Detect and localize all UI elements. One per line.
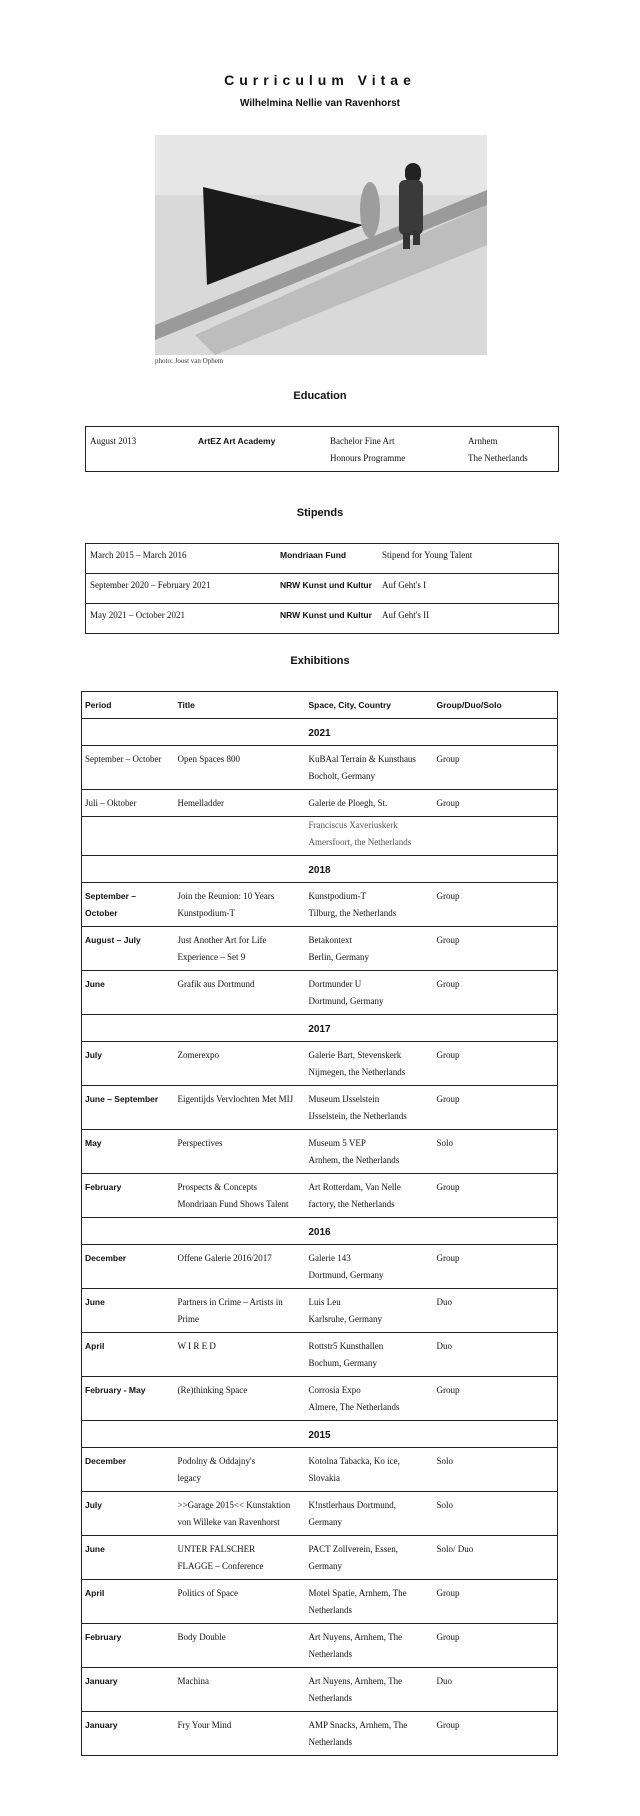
stipends-heading: Stipends	[296, 507, 344, 519]
table-row: February Prospects & Concepts Mondriaan Fund Shows Talent Art Rotterdam, Van Nelle factory, the Netherlands Group	[82, 1174, 558, 1218]
edu-date: August 2013	[90, 436, 137, 446]
table-row: September – October Join the Reunion: 10 Years Kunstpodium-T Kunstpodium-T Tilburg, the Netherlands Group	[82, 883, 558, 927]
photo-caption: photo: Joost van Ophem	[155, 357, 224, 365]
table-row: June Grafik aus Dortmund Dortmunder U Dortmund, Germany Group	[82, 971, 558, 1015]
table-row: January Fry Your Mind AMP Snacks, Arnhem, The Netherlands Group	[82, 1712, 558, 1756]
artist-photo	[155, 135, 487, 355]
artist-name: Wilhelmina Nellie van Ravenhorst	[240, 98, 400, 109]
table-row: February Body Double Art Nuyens, Arnhem, The Netherlands Group	[82, 1624, 558, 1668]
table-row: September – October Open Spaces 800 KuBAal Terrain & Kunsthaus Bocholt, Germany Group	[82, 746, 558, 790]
table-row: May 2021 – October 2021 NRW Kunst und Kultur Auf Geht's II	[86, 604, 559, 634]
table-row: September 2020 – February 2021 NRW Kunst und Kultur Auf Geht's I	[86, 574, 559, 604]
edu-school: ArtEZ Art Academy	[198, 436, 276, 446]
table-row: January Machina Art Nuyens, Arnhem, The Netherlands Duo	[82, 1668, 558, 1712]
education-heading: Education	[293, 390, 347, 402]
year-row: 2018	[82, 856, 558, 883]
table-row: February - May (Re)thinking Space Corrosia Expo Almere, The Netherlands Group	[82, 1377, 558, 1421]
edu-place: Arnhem The Netherlands	[468, 436, 528, 463]
table-row: August – July Just Another Art for Life Experience – Set 9 Betakontext Berlin, Germany Group	[82, 927, 558, 971]
table-row: May Perspectives Museum 5 VEP Arnhem, the Netherlands Solo	[82, 1130, 558, 1174]
exhibitions-heading: Exhibitions	[290, 655, 350, 667]
year-row: 2021	[82, 719, 558, 746]
table-row: December Podolny & Oddajny's legacy Kotolna Tabacka, Ko ice, Slovakia Solo	[82, 1448, 558, 1492]
table-row: July Zomerexpo Galerie Bart, Stevenskerk Nijmegen, the Netherlands Group	[82, 1042, 558, 1086]
education-table	[85, 426, 559, 472]
page-title: Curriculum Vitae	[224, 72, 416, 88]
table-row	[86, 427, 559, 472]
stipends-table	[85, 543, 559, 634]
table-header-row: Period Title Space, City, Country Group/Duo/Solo	[82, 692, 558, 719]
table-row: Juli – Oktober Hemelladder Galerie de Ploegh, St. Group	[82, 790, 558, 817]
table-row: June Partners in Crime – Artists in Prime Luis Leu Karlsruhe, Germany Duo	[82, 1289, 558, 1333]
table-row: June UNTER FALSCHER FLAGGE – Conference PACT Zollverein, Essen, Germany Solo/ Duo	[82, 1536, 558, 1580]
year-row: 2016	[82, 1218, 558, 1245]
year-row: 2017	[82, 1015, 558, 1042]
table-row: March 2015 – March 2016 Mondriaan Fund Stipend for Young Talent	[86, 544, 559, 574]
exhibitions-table	[81, 691, 558, 1756]
table-row: December Offene Galerie 2016/2017 Galerie 143 Dortmund, Germany Group	[82, 1245, 558, 1289]
table-row: April Politics of Space Motel Spatie, Arnhem, The Netherlands Group	[82, 1580, 558, 1624]
table-row: Franciscus Xaveriuskerk Amersfoort, the Netherlands	[82, 817, 558, 856]
table-row: July >>Garage 2015<< Kunstaktion von Willeke van Ravenhorst K!nstlerhaus Dortmund, Germany Solo	[82, 1492, 558, 1536]
edu-degree: Bachelor Fine Art Honours Programme	[330, 436, 406, 463]
year-row: 2015	[82, 1421, 558, 1448]
table-row: June – September Eigentijds Vervlochten Met MIJ Museum IJsselstein IJsselstein, the Netherlands Group	[82, 1086, 558, 1130]
table-row: April W I R E D Rottstr5 Kunsthallen Bochum, Germany Duo	[82, 1333, 558, 1377]
